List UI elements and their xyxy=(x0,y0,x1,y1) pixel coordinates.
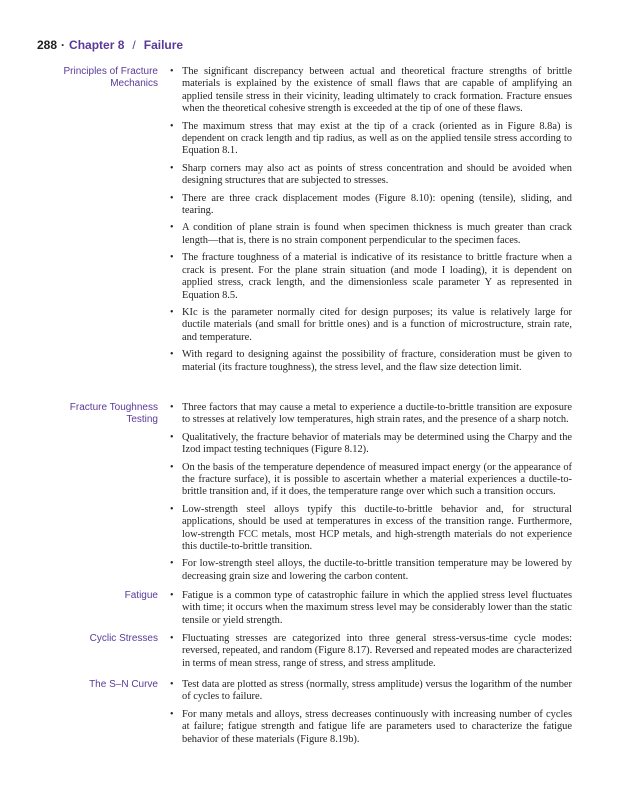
bullet-item: • Fatigue is a common type of catastrophic failure in which the applied stress level fluctuates with time; it occurs when the maximum stress level may be considerably lower than the static tensile or yield strength. xyxy=(170,590,572,627)
bullet-item: • With regard to designing against the possibility of fracture, consideration must be given to material (its fracture toughness), the stress level, and the flaw size detection limit. xyxy=(170,349,572,374)
section-label: Cyclic Stresses xyxy=(89,633,158,644)
bullet-item: • On the basis of the temperature dependence of measured impact energy (or the appearance of the fracture surface), it is possible to ascertain whether a material experiences a ductile-to-brittle transition and, if it does, the temperature range over which such a transition occurs. xyxy=(170,462,572,499)
bullet-list xyxy=(170,402,572,588)
bullet-list xyxy=(170,590,572,632)
bullet-item: • For low-strength steel alloys, the ductile-to-brittle transition temperature may be lowered by decreasing grain size and lowering the carbon content. xyxy=(170,558,572,583)
section-label: Fracture Toughness Testing xyxy=(69,402,158,425)
bullet-list xyxy=(170,679,572,751)
bullet-item: • Fluctuating stresses are categorized into three general stress-versus-time cycle modes: reversed, repeated, and random (Figure 8.17). Reversed and repeated modes are characterized in terms of mean stress, range of stress, and stress amplitude. xyxy=(170,633,572,670)
page-number: 288 xyxy=(37,38,58,52)
section-label: The S–N Curve xyxy=(89,679,158,690)
running-header xyxy=(37,38,183,52)
bullet-item: • There are three crack displacement modes (Figure 8.10): opening (tensile), sliding, and tearing. xyxy=(170,193,572,218)
bullet-list xyxy=(170,66,572,379)
bullet-item: • Sharp corners may also act as points of stress concentration and should be avoided when designing structures that are subjected to stresses. xyxy=(170,163,572,188)
section-label: Fatigue xyxy=(124,590,158,601)
header-slash: / xyxy=(132,38,136,52)
bullet-item: • Three factors that may cause a metal to experience a ductile-to-brittle transition are exposure to stresses at relatively low temperatures, high strain rates, and the presence of a sharp notch. xyxy=(170,402,572,427)
bullet-item: • A condition of plane strain is found when specimen thickness is much greater than crack length—that is, there is no strain component perpendicular to the specimen faces. xyxy=(170,222,572,247)
bullet-item: • Qualitatively, the fracture behavior of materials may be determined using the Charpy and the Izod impact testing techniques (Figure 8.12). xyxy=(170,432,572,457)
header-dot: · xyxy=(61,38,66,52)
chapter-title: Failure xyxy=(143,38,184,52)
section-label: Principles of Fracture Mechanics xyxy=(63,66,158,89)
bullet-item: • For many metals and alloys, stress decreases continuously with increasing number of cycles at failure; fatigue strength and fatigue life are parameters used to characterize the fatigue behavior of these materials (Figure 8.19b). xyxy=(170,709,572,746)
bullet-item: • Low-strength steel alloys typify this ductile-to-brittle behavior and, for structural applications, should be used at temperatures in excess of the transition range. Furthermore, low-strength FCC metals, most HCP metals, and high-strength materials do not experience this ductile-to-brittle transition. xyxy=(170,504,572,554)
bullet-list xyxy=(170,633,572,675)
bullet-item: • The fracture toughness of a material is indicative of its resistance to brittle fracture when a crack is present. For the plane strain situation (and mode I loading), it is dependent on applied stress, crack length, and the dimensionless scale parameter Y as represented in Equation 8.5. xyxy=(170,252,572,302)
bullet-item: • Test data are plotted as stress (normally, stress amplitude) versus the logarithm of the number of cycles to failure. xyxy=(170,679,572,704)
bullet-item: • KIc is the parameter normally cited for design purposes; its value is relatively large for ductile materials (and small for brittle ones) and is a function of microstructure, strain rate, and temperature. xyxy=(170,307,572,344)
chapter-label: Chapter 8 xyxy=(69,38,125,52)
bullet-item: • The significant discrepancy between actual and theoretical fracture strengths of brittle materials is explained by the existence of small flaws that are capable of amplifying an applied tensile stress in their vicinity, leading ultimately to crack formation. Fracture ensues when the theoretical cohesive strength is exceeded at the tip of one of these flaws. xyxy=(170,66,572,116)
bullet-item: • The maximum stress that may exist at the tip of a crack (oriented as in Figure 8.8a) is dependent on crack length and tip radius, as well as on the applied tensile stress according to Equation 8.1. xyxy=(170,121,572,158)
